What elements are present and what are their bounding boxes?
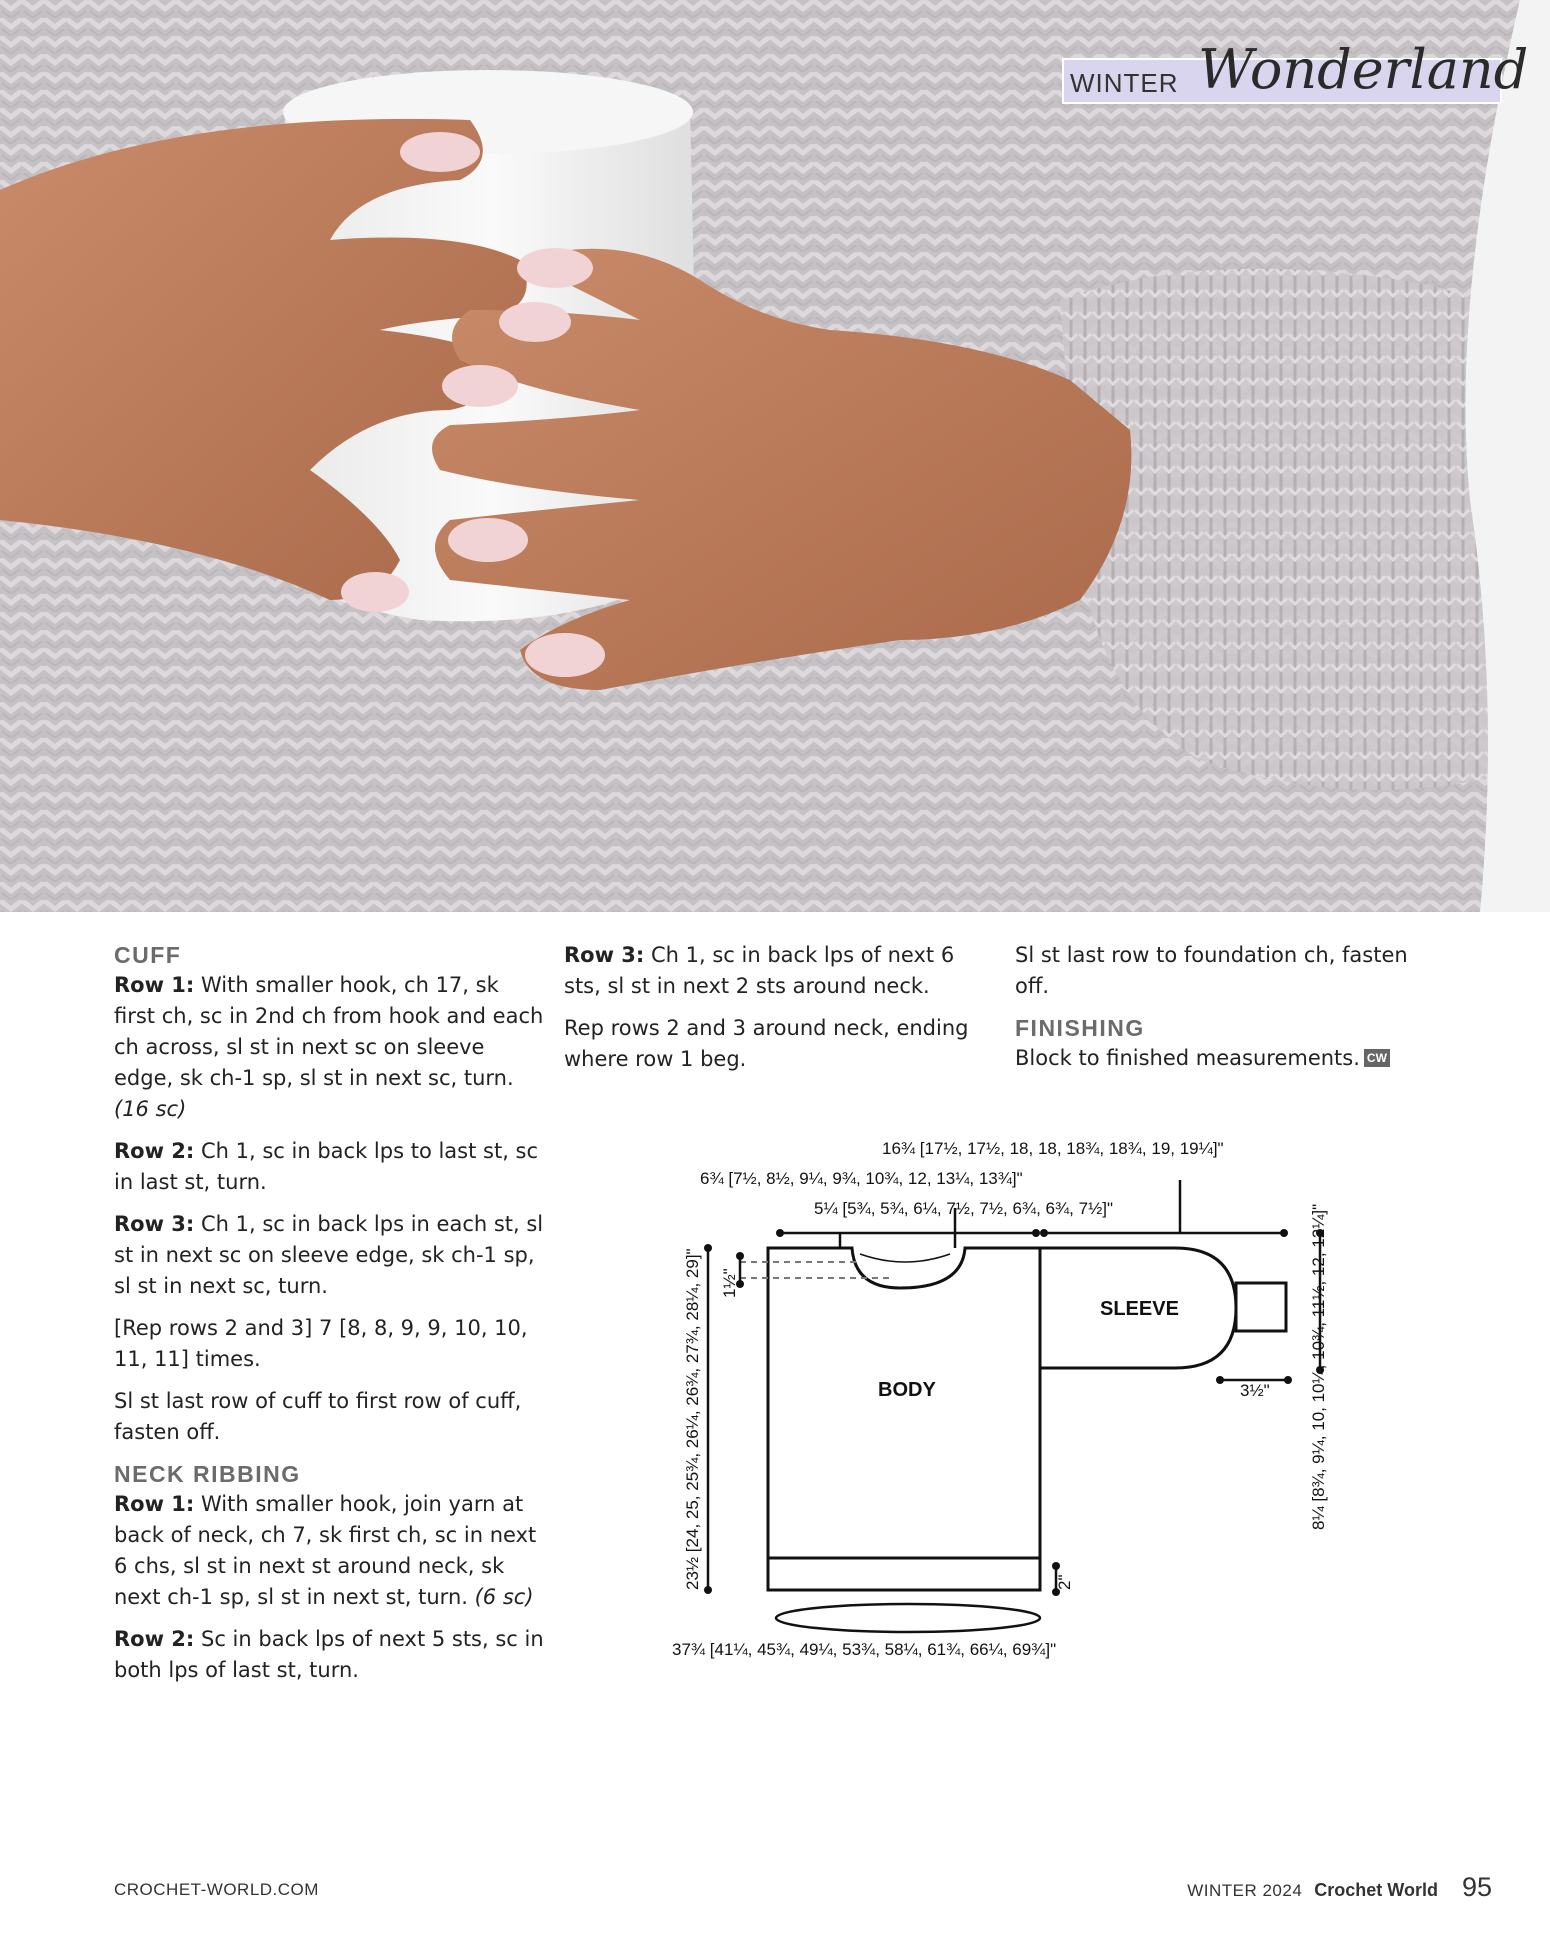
row-label: Row 3: <box>564 943 645 967</box>
cuff-row-1 <box>114 970 544 1125</box>
column-2 <box>564 940 984 1086</box>
row-label: Row 2: <box>114 1627 195 1651</box>
neck-row-2 <box>114 1624 544 1686</box>
sleeve-width-label: 8¼ [8¾, 9¼, 10, 10¼, 10¾, 11½, 12, 12¼]" <box>1309 1203 1328 1530</box>
cuff-row-2 <box>114 1136 544 1198</box>
hem-ellipse <box>776 1604 1040 1632</box>
footer-magazine: Crochet World <box>1314 1880 1438 1900</box>
sleeve-length-label: 5¼ [5¾, 5¾, 6¼, 7½, 7½, 6¾, 6¾, 7½]" <box>814 1199 1114 1218</box>
cuff-finish: Sl st last row of cuff to first row of cuff, fasten off. <box>114 1389 522 1444</box>
row-label: Row 1: <box>114 973 195 997</box>
final-slip-stitch: Sl st last row to foundation ch, fasten off. <box>1015 943 1408 998</box>
schematic-svg <box>660 1130 1360 1670</box>
row-text: Sc in back lps of next 5 sts, sc in both lps of last st, turn. <box>114 1627 544 1682</box>
neck-row-3 <box>564 940 984 1002</box>
body-length-label: 23½ [24, 25, 25¾, 26¼, 26¾, 27¾, 28¼, 29]" <box>683 1248 702 1590</box>
neck-width-label: 6¾ [7½, 8½, 9¼, 9¾, 10¾, 12, 13¼, 13¾]" <box>700 1169 1023 1188</box>
cuff-heading: CUFF <box>114 942 182 968</box>
footer-season: WINTER 2024 <box>1187 1881 1303 1900</box>
page-number: 95 <box>1461 1872 1492 1902</box>
column-1 <box>114 940 544 1697</box>
section-tag <box>1062 38 1529 104</box>
body-label: BODY <box>878 1379 936 1401</box>
footer-right <box>1187 1872 1492 1903</box>
hem-depth-label: 2" <box>1055 1574 1074 1590</box>
schematic-diagram <box>660 1130 1360 1670</box>
row-text: Ch 1, sc in back lps in each st, sl st in next sc on sleeve edge, sk ch-1 sp, sl st in next sc, turn. <box>114 1212 544 1298</box>
row-text: Ch 1, sc in back lps to last st, sc in last st, turn. <box>114 1139 539 1194</box>
cuff-repeat: [Rep rows 2 and 3] 7 [8, 8, 9, 9, 10, 10, 11, 11] times. <box>114 1316 528 1371</box>
end-badge: CW <box>1364 1049 1390 1067</box>
tag-word-winter: WINTER <box>1070 68 1179 98</box>
photo-hands-holding-mug <box>0 0 1550 912</box>
row-label: Row 3: <box>114 1212 195 1236</box>
neck-heading: NECK RIBBING <box>114 1461 301 1487</box>
neck-row-1 <box>114 1489 544 1613</box>
finishing-text <box>1015 1043 1445 1074</box>
sleeve-cuff <box>1236 1283 1286 1331</box>
finishing-heading: FINISHING <box>1015 1015 1145 1041</box>
bottom-width-label: 37¾ [41¼, 45¾, 49¼, 53¾, 58¼, 61¾, 66¼, 69¾]" <box>672 1640 1057 1659</box>
sleeve-label: SLEEVE <box>1100 1298 1179 1320</box>
footer-site: CROCHET-WORLD.COM <box>114 1880 319 1899</box>
neck-depth-label: 1½" <box>720 1268 739 1298</box>
row-text: With smaller hook, join yarn at back of neck, ch 7, sk first ch, sc in next 6 chs, sl st in next st around neck, sk next ch-1 sp, sl st in next st, turn. <box>114 1492 537 1609</box>
tag-word-wonderland: Wonderland <box>1198 38 1529 101</box>
cuff-length-label: 3½" <box>1240 1381 1270 1400</box>
neck-repeat: Rep rows 2 and 3 around neck, ending where row 1 beg. <box>564 1016 969 1071</box>
top-width-label: 16¾ [17½, 17½, 18, 18, 18¾, 18¾, 19, 19¼]" <box>882 1139 1224 1158</box>
row-label: Row 1: <box>114 1492 195 1516</box>
body-outline <box>768 1248 1040 1590</box>
block-text: Block to finished measurements. <box>1015 1046 1360 1070</box>
cuff-row-3 <box>114 1209 544 1302</box>
row-text: Ch 1, sc in back lps of next 6 sts, sl st in next 2 sts around neck. <box>564 943 955 998</box>
hero-photo <box>0 0 1550 912</box>
row-label: Row 2: <box>114 1139 195 1163</box>
row-note: (6 sc) <box>474 1585 534 1609</box>
row-note: (16 sc) <box>114 1097 187 1121</box>
column-3 <box>1015 940 1445 1085</box>
row-text: With smaller hook, ch 17, sk first ch, sc in 2nd ch from hook and each ch across, sl st in next sc on sleeve edge, sk ch-1 sp, sl st in next sc, turn. <box>114 973 544 1090</box>
